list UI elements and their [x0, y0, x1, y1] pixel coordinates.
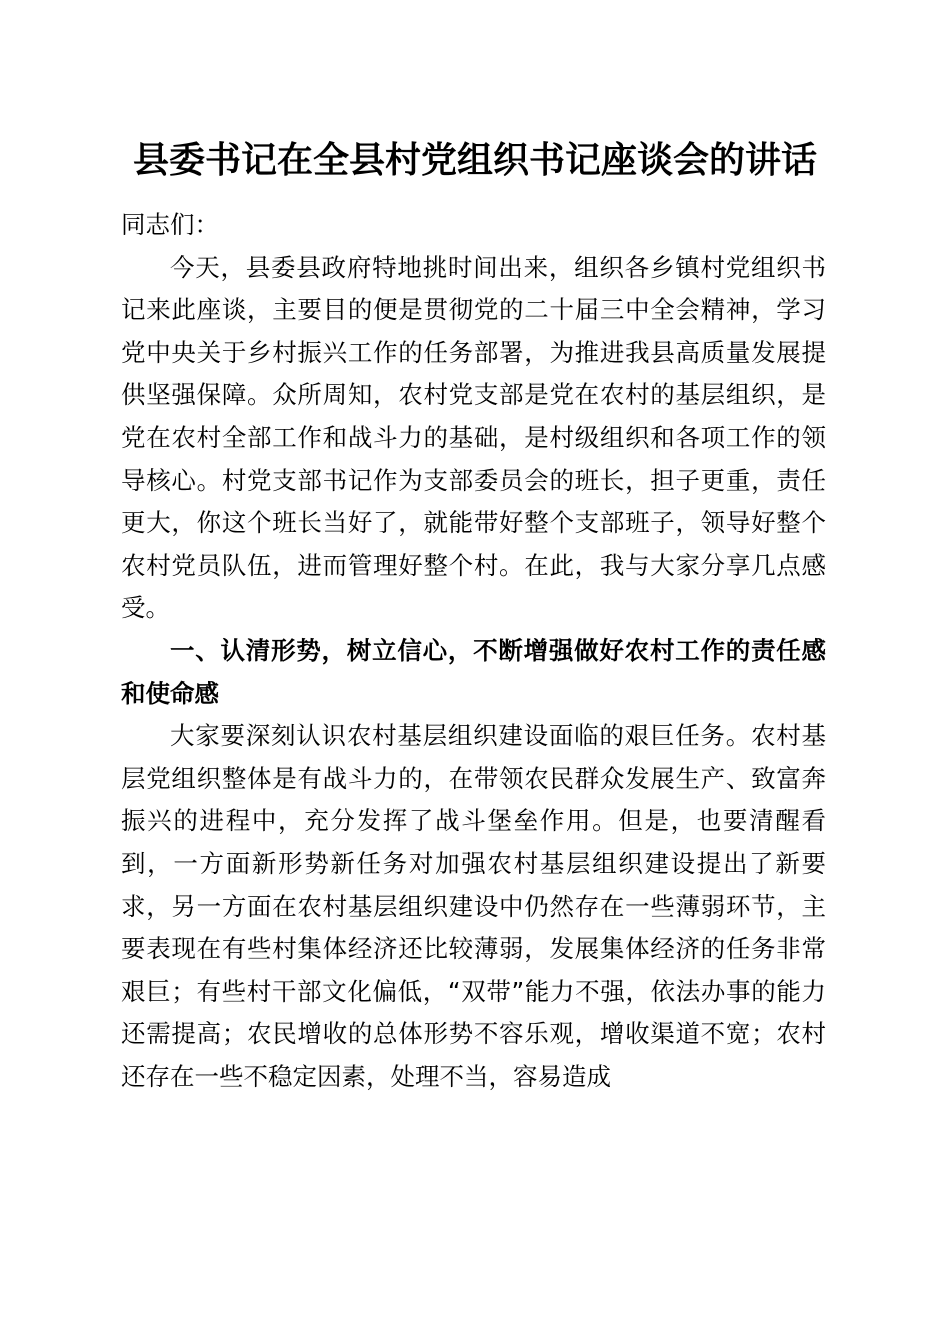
greeting: 同志们： — [121, 210, 219, 239]
paragraph-intro: 今天，县委县政府特地挑时间出来，组织各乡镇村党组织书记来此座谈，主要目的便是贯彻党的二十届三中全会精神，学习党中央关于乡村振兴工作的任务部署，为推进我县高质量发展提供坚强保障。众所周知，农村党支部是党在农村的基层组织，是党在农村全部工作和战斗力的基础，是村级组织和各项工作的领导核心。村党支部书记作为支部委员会的班长，担子更重，责任更大，你这个班长当好了，就能带好整个支部班子，领导好整个农村党员队伍，进而管理好整个村。在此，我与大家分享几点感受。 — [121, 252, 826, 623]
document-title: 县委书记在全县村党组织书记座谈会的讲话 — [132, 139, 817, 181]
section-heading-1: 一、认清形势，树立信心，不断增强做好农村工作的责任感和使命感 — [121, 635, 826, 708]
paragraph-section-1: 大家要深刻认识农村基层组织建设面临的艰巨任务。农村基层党组织整体是有战斗力的，在带领农民群众发展生产、致富奔振兴的进程中，充分发挥了战斗堡垒作用。但是，也要清醒看到，一方面新形势新任务对加强农村基层组织建设提出了新要求，另一方面在农村基层组织建设中仍然存在一些薄弱环节，主要表现在有些村集体经济还比较薄弱，发展集体经济的任务非常艰巨；有些村干部文化偏低，“双带”能力不强，依法办事的能力还需提高；农民增收的总体形势不容乐观，增收渠道不宽；农村还存在一些不稳定因素，处理不当，容易造成 — [121, 721, 826, 1091]
document-body — [121, 204, 826, 1098]
